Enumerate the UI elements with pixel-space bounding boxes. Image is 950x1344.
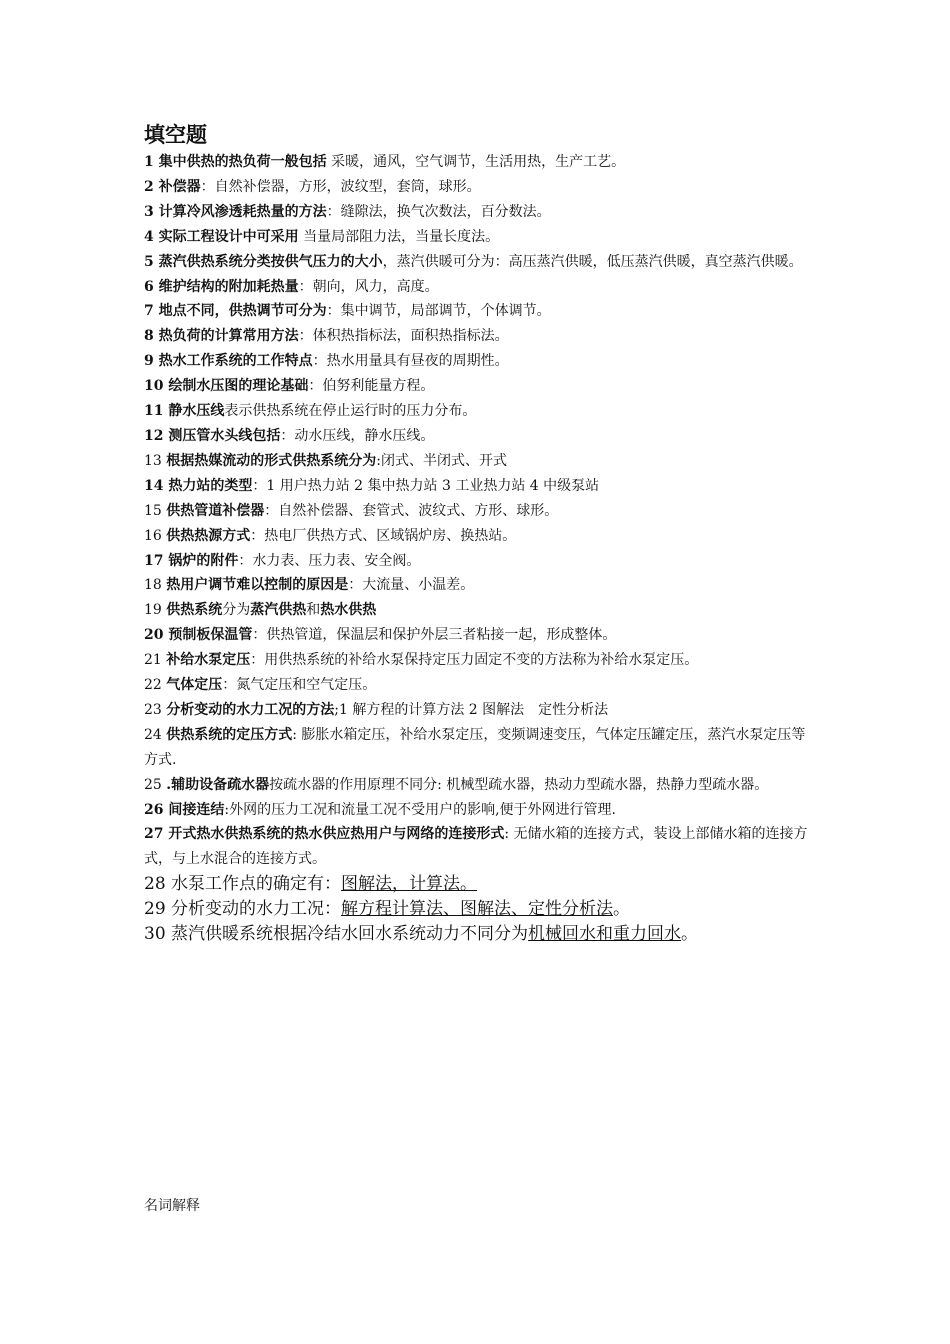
question-number: 4 (144, 228, 159, 245)
question-number: 27 (144, 826, 169, 843)
question-number: 19 (144, 602, 167, 619)
question-answer: ：自然补偿器，方形，波纹型，套筒，球形。 (200, 178, 481, 195)
fill-in-section (144, 120, 814, 947)
question-answer: ：用供热系统的补给水泵保持定压力固定不变的方法称为补给水泵定压。 (250, 652, 699, 669)
question-number: 13 (144, 452, 167, 469)
question-prompt: 热力站的类型 (168, 477, 253, 494)
question-number: 26 (144, 801, 169, 818)
question-item (144, 524, 814, 549)
question-number: 21 (144, 652, 167, 669)
question-item (144, 200, 814, 225)
question-item (144, 175, 814, 200)
question-prompt: 间接连结 (168, 801, 225, 818)
question-item (144, 399, 814, 424)
question-prompt: 供热热源方式 (166, 527, 251, 544)
question-number: 3 (144, 203, 159, 220)
question-answer: ：热电厂供热方式、区域锅炉房、换热站。 (250, 527, 517, 544)
question-item (144, 225, 814, 250)
question-answer: 解方程计算法、图解法、定性分析法 (341, 899, 614, 920)
question-item (144, 449, 814, 474)
question-item (144, 698, 814, 723)
question-prompt: 开式热水供热系统的热水供应热用户与网络的连接形式 (168, 826, 505, 843)
question-prompt: 计算冷风渗透耗热量的方法 (158, 203, 327, 220)
question-item (144, 275, 814, 300)
question-number: 23 (144, 701, 167, 718)
question-answer: ：朝向，风力，高度。 (298, 278, 439, 295)
question-prompt: 绘制水压图的理论基础 (168, 378, 309, 395)
question-answer: ：水力表、压力表、安全阀。 (238, 552, 421, 569)
glossary-heading: 名词解释 (144, 1198, 200, 1214)
question-number: 6 (144, 278, 159, 295)
question-prompt: 预制板保温管 (168, 627, 253, 644)
question-answer: ：伯努利能量方程。 (308, 378, 435, 395)
question-number: 12 (144, 427, 169, 444)
question-prompt: 供热管道补偿器 (166, 502, 265, 519)
question-answer: ：大流量、小温差。 (348, 577, 475, 594)
question-prompt: 供热系统的定压方式 (166, 726, 293, 743)
question-item (144, 673, 814, 698)
question-number: 9 (144, 353, 159, 370)
question-answer: 分为 (222, 602, 251, 619)
question-answer: 当量局部阻力法，当量长度法。 (298, 228, 500, 245)
question-answer: ：动水压线，静水压线。 (280, 427, 435, 444)
question-item (144, 374, 814, 399)
question-item (144, 872, 814, 897)
question-answer: 表示供热系统在停止运行时的压力分布。 (224, 403, 477, 420)
question-prompt: 热水工作系统的工作特点 (158, 353, 313, 370)
question-number: 20 (144, 627, 169, 644)
question-prompt: 测压管水头线包括 (168, 427, 281, 444)
question-item (144, 648, 814, 673)
question-item (144, 250, 814, 275)
question-item (144, 324, 814, 349)
question-number: 15 (144, 502, 167, 519)
question-number: 8 (144, 328, 159, 345)
question-prompt: 热水供热 (320, 602, 377, 619)
question-prompt: 静水压线 (168, 403, 225, 420)
question-prompt: 实际工程设计中可采用 (158, 228, 299, 245)
question-item (144, 474, 814, 499)
question-prompt: 29 分析变动的水力工况： (144, 899, 342, 920)
question-number: 1 (144, 154, 159, 170)
question-prompt: 供热系统 (166, 602, 223, 619)
question-prompt: 蒸汽供热系统分类按供气压力的大小 (158, 253, 383, 270)
question-item (144, 773, 814, 798)
question-number: 5 (144, 253, 159, 270)
question-prompt: 热负荷的计算常用方法 (158, 328, 299, 345)
question-prompt: 热用户调节难以控制的原因是 (166, 577, 349, 594)
question-prompt: 30 蒸汽供暖系统根据冷结水回水系统动力不同分为 (144, 924, 529, 945)
question-prompt: 补偿器 (158, 178, 201, 195)
question-number: 25 (144, 776, 167, 793)
question-number: 14 (144, 477, 169, 494)
question-number: 7 (144, 303, 159, 320)
question-item (144, 922, 814, 947)
question-number: 18 (144, 577, 167, 594)
question-answer: ：氮气定压和空气定压。 (222, 677, 377, 694)
question-answer: :外网的压力工况和流量工况不受用户的影响,便于外网进行管理. (224, 801, 616, 818)
question-answer: ;1 解方程的计算方法 2 图解法 定性分析法 (334, 701, 609, 718)
question-item (144, 299, 814, 324)
question-number: 17 (144, 552, 169, 569)
question-answer: 图解法，计算法。 (341, 874, 478, 895)
question-item (144, 424, 814, 449)
question-item (144, 549, 814, 574)
question-answer: ：自然补偿器、套管式、波纹式、方形、球形。 (264, 502, 559, 519)
question-answer: ：体积热指标法，面积热指标法。 (298, 328, 509, 345)
question-item (144, 598, 814, 623)
question-answer: : 膨胀水箱定压，补给水泵定压，变频调速变压，气体定压罐定压，蒸汽水泵定压等方式. (144, 726, 806, 768)
question-item (144, 822, 814, 872)
question-item (144, 623, 814, 648)
question-answer-tail: 。 (613, 899, 631, 920)
question-answer: : 无储水箱的连接方式，装设上部储水箱的连接方式，与上水混合的连接方式。 (144, 826, 808, 868)
question-answer: 机械回水和重力回水 (528, 924, 682, 945)
question-prompt: 蒸汽供热 (250, 602, 307, 619)
question-answer: ：缝隙法，换气次数法，百分数法。 (326, 203, 551, 220)
question-prompt: 气体定压 (166, 677, 223, 694)
question-prompt: 28 水泵工作点的确定有： (144, 874, 342, 895)
section-title: 填空题 (144, 122, 207, 147)
question-answer: ：供热管道，保温层和保护外层三者粘接一起，形成整体。 (252, 627, 617, 644)
question-answer: 采暖，通风，空气调节，生活用热，生产工艺。 (326, 154, 626, 170)
question-prompt: 维护结构的附加耗热量 (158, 278, 299, 295)
question-list-large (144, 872, 814, 947)
question-number: 2 (144, 178, 159, 195)
question-answer: 和 (306, 602, 321, 619)
question-item (144, 150, 814, 175)
question-prompt: .辅助设备疏水器 (166, 776, 270, 793)
question-prompt: 集中供热的热负荷一般包括 (158, 154, 327, 170)
question-number: 24 (144, 726, 167, 743)
question-item (144, 897, 814, 922)
question-answer: ：热水用量具有昼夜的周期性。 (312, 353, 509, 370)
question-number: 11 (144, 403, 169, 420)
question-prompt: 根据热媒流动的形式供热系统分为 (166, 452, 377, 469)
question-item (144, 723, 814, 773)
question-item (144, 798, 814, 823)
question-number: 16 (144, 527, 167, 544)
question-prompt: 分析变动的水力工况的方法 (166, 701, 335, 718)
question-number: 22 (144, 677, 167, 694)
question-item (144, 499, 814, 524)
question-list (144, 150, 814, 872)
question-answer: ，蒸汽供暖可分为：高压蒸汽供暖，低压蒸汽供暖，真空蒸汽供暖。 (382, 253, 803, 270)
question-answer: ：1 用户热力站 2 集中热力站 3 工业热力站 4 中级泵站 (252, 477, 600, 494)
question-answer: ：集中调节，局部调节，个体调节。 (326, 303, 551, 320)
question-item (144, 573, 814, 598)
question-number: 10 (144, 378, 169, 395)
question-prompt: 补给水泵定压 (166, 652, 251, 669)
question-answer-tail: 。 (681, 924, 699, 945)
question-item (144, 349, 814, 374)
question-prompt: 锅炉的附件 (168, 552, 239, 569)
question-answer: :闭式、半闭式、开式 (376, 452, 507, 469)
question-answer: 按疏水器的作用原理不同分: 机械型疏水器，热动力型疏水器，热静力型疏水器。 (269, 776, 769, 793)
question-prompt: 地点不同，供热调节可分为 (158, 303, 327, 320)
